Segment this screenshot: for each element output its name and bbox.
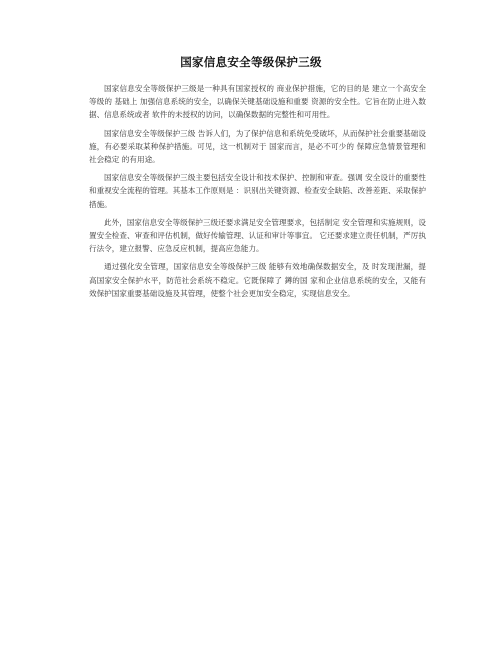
paragraph-5: 通过强化安全管理，国家信息安全等级保护三级 能够有效地确保数据安全，及 时发现泄漏，提高国家安全保护水平，防范社会系统不稳定。它既保障了 鐏的国 家和企业信息系统的安全，又能有效保护国家重要基础设施及其管理，使整个社会更加安全稳定，实现信息安全。 — [89, 262, 426, 298]
document-body — [89, 82, 426, 305]
paragraph-3: 国家信息安全等级保护三级主要包括安全设计和技术保护、控制和审查。强调 安全设计的重要性和重视安全流程的管理。其基本工作原则是 ：识别出关键资源、检查安全缺陷、改善差距、采取保护措施。 — [89, 173, 426, 209]
document-title: 国家信息安全等级保护三级 — [180, 55, 322, 69]
paragraph-2: 国家信息安全等级保护三级 告诉人们，为了保护信息和系统免受破坏，从而保护社会重要基础设施，有必要采取某种保护措施。可见，这一机制对于 国家而言，是必不可少的 保障应急情景管理和社会稳定 的有用途。 — [89, 128, 426, 165]
paragraph-4: 此外，国家信息安全等级保护三级还要求满足安全管理要求，包括制定 安全管理和实施规则，设置安全检查、审查和评估机制，做好传输管理、认证和审计等事宜。 它还要求建立责任机制，严厉执行法令，建立报警、应急反应机制，提高应急能力。 — [89, 217, 426, 254]
paragraph-1: 国家信息安全等级保护三级是一种具有国家授权的 商业保护措施，它的目的是 建立一个高安全等级的 基础上 加强信息系统的安全，以确保关键基础设施和重要 资源的安全性。它旨在防止进入数据、信息系统或者 软件的未授权的访问，以确保数据的完整性和可用性。 — [89, 84, 426, 120]
